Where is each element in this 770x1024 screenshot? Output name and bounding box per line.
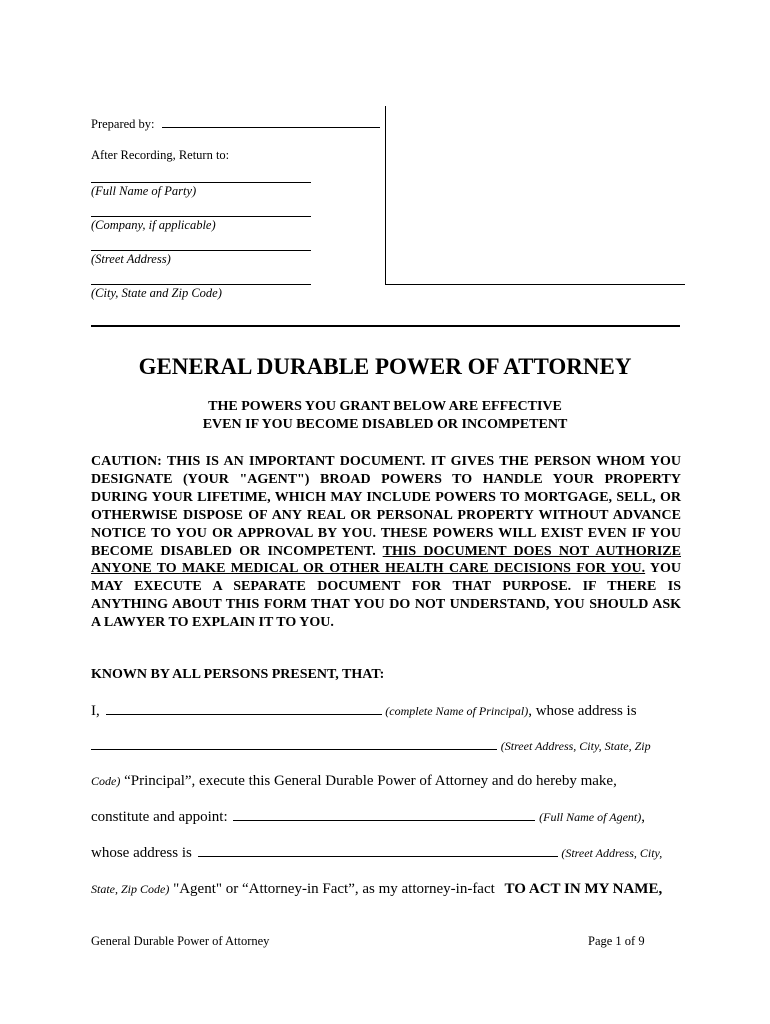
caution-text-2: YOU MAY EXECUTE A SEPARATE DOCUMENT FOR THAT PURPOSE. IF THERE IS ANYTHING ABOUT THIS FORM THAT YOU DO NOT UNDERSTAND, YOU SHOULD ASK A LAWYER TO EXPLAIN IT TO YOU.: [91, 561, 681, 631]
caution-paragraph: [91, 453, 681, 632]
agent-designation-text: "Agent" or “Attorney-in Fact”, as my attorney-in-fact: [173, 881, 495, 897]
principal-address-row: [91, 738, 651, 755]
agent-address-field[interactable]: [198, 856, 558, 857]
known-by-heading: KNOWN BY ALL PERSONS PRESENT, THAT:: [91, 667, 385, 682]
prepared-by-field[interactable]: [162, 127, 380, 128]
prepared-by-label: Prepared by:: [91, 117, 155, 131]
full-name-field-caption: (Full Name of Party): [91, 184, 197, 198]
principal-address-caption-cont: Code): [91, 774, 121, 788]
principal-address-caption: (Street Address, City, State, Zip: [500, 739, 651, 753]
city-field-caption: (City, State and Zip Code): [91, 286, 222, 300]
principal-statement: “Principal”, execute this General Durable Power of Attorney and do hereby make,: [124, 773, 617, 789]
principal-address-suffix: , whose address is: [528, 703, 637, 719]
principal-name-caption: (complete Name of Principal): [385, 704, 529, 718]
footer-page-number: Page 1 of 9: [588, 934, 645, 948]
agent-address-caption-cont: State, Zip Code): [91, 882, 170, 896]
agent-name-field[interactable]: [233, 820, 535, 821]
principal-prefix: I,: [91, 703, 100, 719]
company-field-caption: (Company, if applicable): [91, 218, 216, 232]
agent-address-caption: (Street Address, City,: [561, 846, 663, 860]
appoint-text: constitute and appoint:: [91, 809, 228, 825]
street-field-line[interactable]: [91, 250, 311, 251]
city-field-line[interactable]: [91, 284, 311, 285]
recording-box-left-border: [385, 106, 386, 285]
agent-address-row: [91, 845, 662, 862]
recording-box-bottom-border: [385, 284, 685, 285]
caution-underlined-text: THIS DOCUMENT DOES NOT AUTHORIZE ANYONE TO MAKE MEDICAL OR OTHER HEALTH CARE DECISIONS FOR YOU.: [91, 543, 681, 577]
agent-name-row: [91, 809, 645, 826]
principal-statement-row: [91, 773, 617, 790]
company-field-line[interactable]: [91, 216, 311, 217]
principal-name-row: [91, 703, 637, 720]
agent-designation-row: [91, 881, 662, 898]
full-name-field-line[interactable]: [91, 182, 311, 183]
document-title: GENERAL DURABLE POWER OF ATTORNEY: [138, 354, 632, 379]
agent-name-caption: (Full Name of Agent): [539, 810, 642, 824]
subtitle-line-1: THE POWERS YOU GRANT BELOW ARE EFFECTIVE: [208, 399, 562, 414]
caution-text-1: CAUTION: THIS IS AN IMPORTANT DOCUMENT. IT GIVES THE PERSON WHOM YOU DESIGNATE (YOUR "AGENT") BROAD POWERS TO HANDLE YOUR PROPERTY DURING YOUR LIFETIME, WHICH MAY INCLUDE POWERS TO MORTGAGE, SELL, OR OTHERWISE DISPOSE OF ANY REAL OR PERSONAL PROPERTY WITHOUT ADVANCE NOTICE TO YOU OR APPROVAL BY YOU. THESE POWERS WILL EXIST EVEN IF YOU BECOME DISABLED OR INCOMPETENT.: [91, 454, 681, 559]
prepared-by-row: [91, 117, 380, 132]
header-separator: [91, 325, 680, 327]
agent-address-label: whose address is: [91, 845, 192, 861]
footer-document-name: General Durable Power of Attorney: [91, 934, 270, 948]
subtitle-line-2: EVEN IF YOU BECOME DISABLED OR INCOMPETENT: [202, 417, 568, 432]
street-field-caption: (Street Address): [91, 252, 171, 266]
principal-name-field[interactable]: [106, 714, 382, 715]
principal-address-field[interactable]: [91, 749, 497, 750]
act-in-my-name-text: TO ACT IN MY NAME,: [504, 881, 663, 897]
agent-name-suffix: ,: [641, 809, 645, 825]
return-to-label: After Recording, Return to:: [91, 148, 230, 162]
